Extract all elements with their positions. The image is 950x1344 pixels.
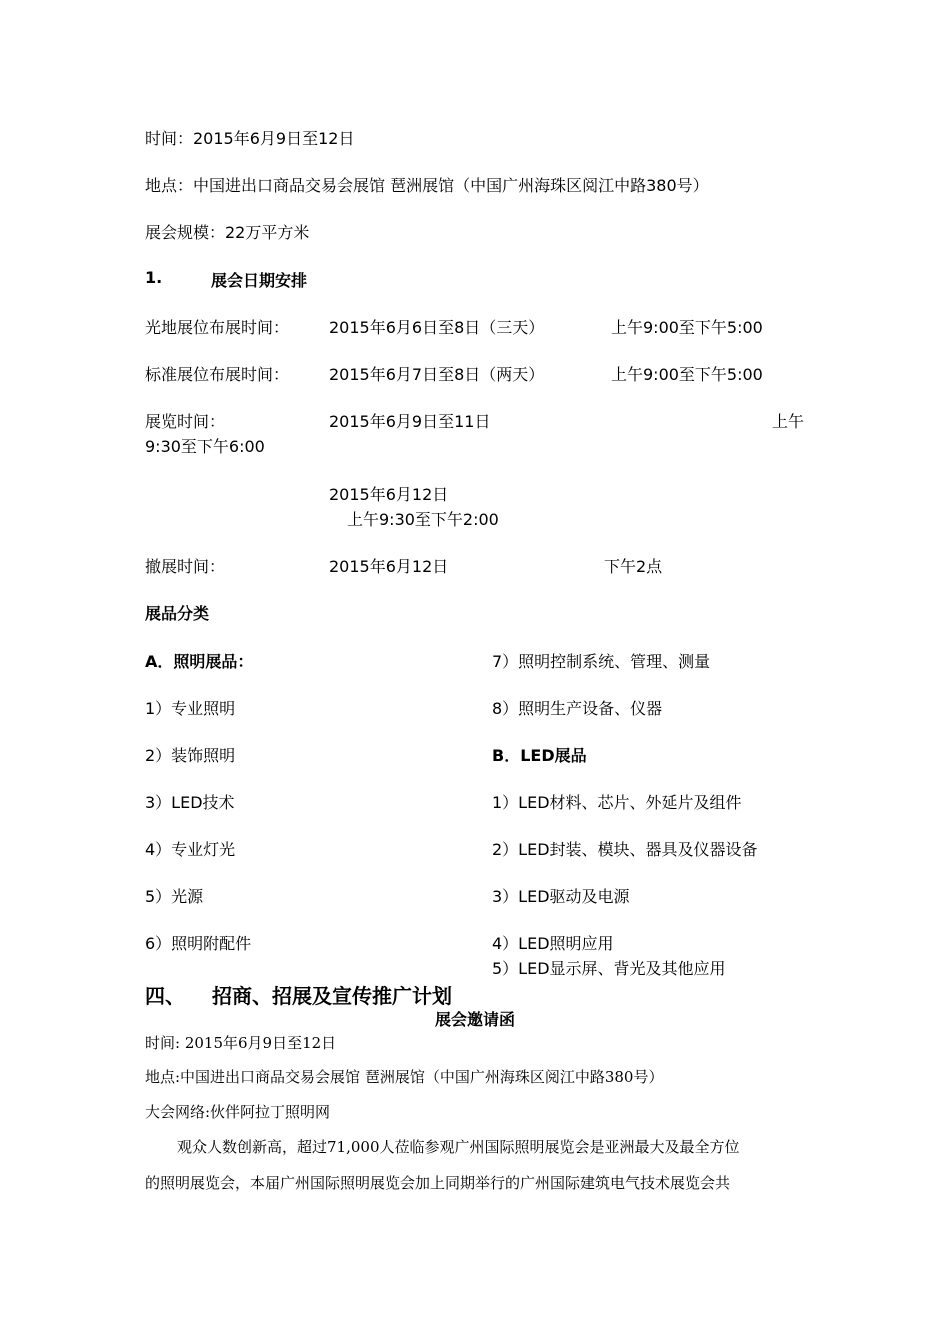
schedule-row-date: 2015年6月12日 xyxy=(329,485,449,504)
schedule-row-label: 光地展位布展时间： xyxy=(145,318,290,337)
intro-scale: 展会规模：22万平方米 xyxy=(145,223,310,242)
category-item: 1）专业照明 xyxy=(145,699,236,718)
category-item: 5）光源 xyxy=(145,887,204,906)
invitation-time: 时间: 2015年6月9日至12日 xyxy=(145,1034,337,1052)
category-group-lighting: A．照明展品： xyxy=(145,652,254,671)
invitation-venue: 地点:中国进出口商品交易会展馆 琶洲展馆（中国广州海珠区阅江中路380号） xyxy=(145,1068,664,1086)
category-item: 2）LED封装、模块、器具及仪器设备 xyxy=(492,840,758,859)
category-item: 5）LED显示屏、背光及其他应用 xyxy=(492,959,726,978)
schedule-row-label: 撤展时间： xyxy=(145,557,226,576)
invitation-paragraph-line: 观众人数创新高，超过71,000人莅临参观广州国际照明展览会是亚洲最大及最全方位 xyxy=(177,1138,740,1156)
schedule-row-date: 2015年6月6日至8日（三天） xyxy=(329,318,545,337)
category-item: 7）照明控制系统、管理、测量 xyxy=(492,652,711,671)
category-item: 3）LED技术 xyxy=(145,793,235,812)
schedule-row-time-start: 上午 xyxy=(772,412,805,431)
invitation-paragraph-line: 的照明展览会，本届广州国际照明展览会加上同期举行的广州国际建筑电气技术展览会共 xyxy=(145,1174,731,1192)
schedule-row-time: 上午9:30至下午2:00 xyxy=(347,510,499,529)
schedule-heading-number: 1. xyxy=(145,268,163,287)
schedule-row-date: 2015年6月7日至8日（两天） xyxy=(329,365,545,384)
invitation-title: 展会邀请函 xyxy=(434,1010,515,1029)
category-item: 3）LED驱动及电源 xyxy=(492,887,630,906)
schedule-row-label: 展览时间： xyxy=(145,412,226,431)
section-number: 四、 xyxy=(145,984,185,1008)
schedule-row-time: 下午2点 xyxy=(604,557,663,576)
schedule-heading: 展会日期安排 xyxy=(211,271,308,290)
schedule-row-date: 2015年6月9日至11日 xyxy=(329,412,491,431)
invitation-network: 大会网络:伙伴阿拉丁照明网 xyxy=(145,1103,331,1121)
category-item: 8）照明生产设备、仪器 xyxy=(492,699,663,718)
intro-venue: 地点：中国进出口商品交易会展馆 琶洲展馆（中国广州海珠区阅江中路380号） xyxy=(145,176,709,195)
category-item: 4）LED照明应用 xyxy=(492,934,614,953)
schedule-row-time: 上午9:00至下午5:00 xyxy=(611,365,763,384)
intro-time: 时间：2015年6月9日至12日 xyxy=(145,129,355,148)
schedule-row-date: 2015年6月12日 xyxy=(329,557,449,576)
schedule-row-time: 上午9:00至下午5:00 xyxy=(611,318,763,337)
section-title: 招商、招展及宣传推广计划 xyxy=(212,984,452,1008)
categories-heading: 展品分类 xyxy=(145,604,210,623)
category-group-led: B．LED展品 xyxy=(492,746,587,765)
category-item: 2）装饰照明 xyxy=(145,746,236,765)
category-item: 1）LED材料、芯片、外延片及组件 xyxy=(492,793,742,812)
category-item: 6）照明附配件 xyxy=(145,934,252,953)
schedule-row-time-wrap: 9:30至下午6:00 xyxy=(145,437,265,456)
schedule-row-label: 标准展位布展时间： xyxy=(145,365,290,384)
category-item: 4）专业灯光 xyxy=(145,840,236,859)
